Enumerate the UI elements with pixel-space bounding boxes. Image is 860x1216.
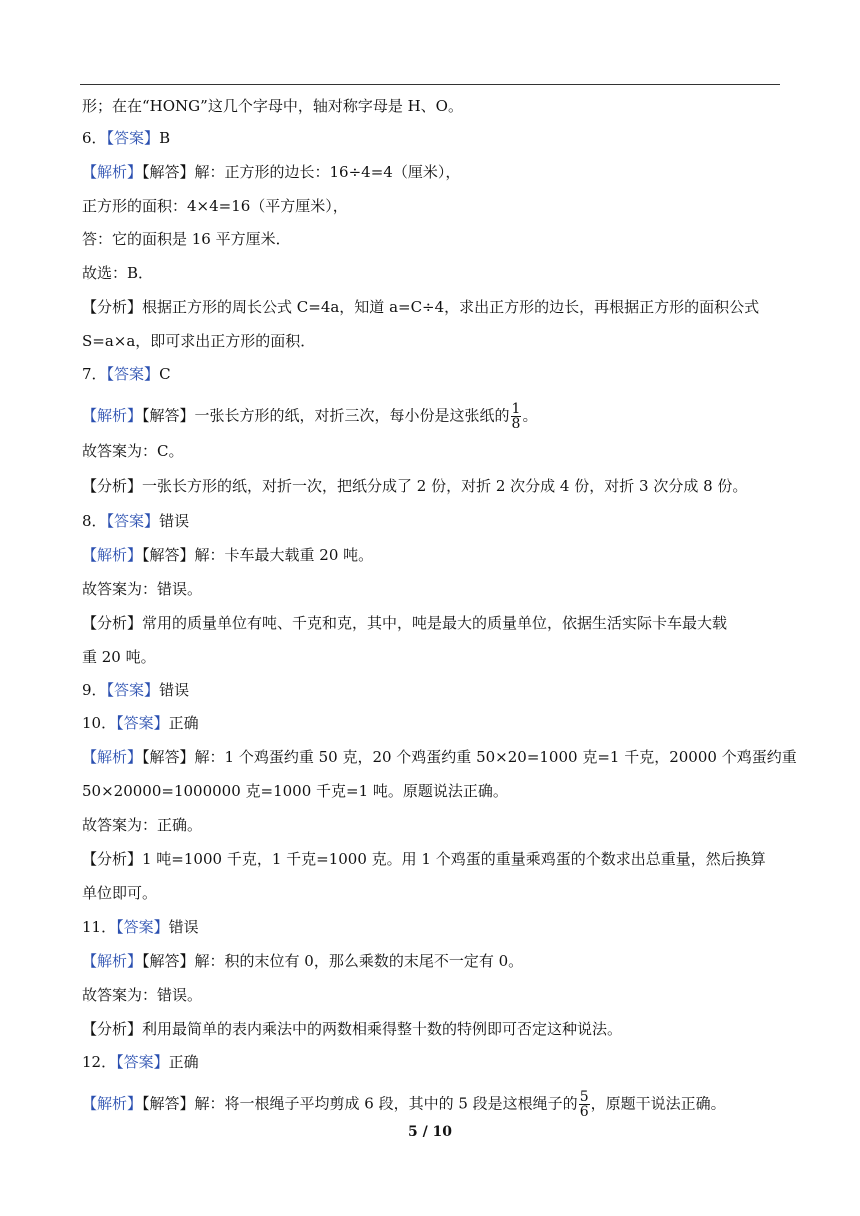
text-line (82, 613, 727, 633)
text-line (82, 883, 157, 903)
text-span: 错误 (168, 918, 199, 936)
text-line (82, 441, 183, 461)
text-span: 【解答】一张长方形的纸，对折三次，每小份是这张纸的 (142, 406, 510, 425)
text-span: 故选：B． (82, 264, 154, 282)
text-line (82, 545, 373, 565)
text-line (82, 128, 170, 148)
text-span: S=a×a，即可求出正方形的面积． (82, 332, 316, 350)
text-line (82, 364, 171, 384)
header-rule (80, 84, 780, 85)
text-line (82, 747, 797, 767)
answer-tag: 【答案】 (116, 918, 169, 936)
fraction-numerator: 1 (511, 401, 521, 417)
fraction-denominator: 8 (511, 416, 521, 432)
fraction (511, 402, 522, 431)
text-span: 9． (82, 681, 107, 699)
text-line (82, 951, 523, 971)
text-span: 50×20000=1000000 克=1000 千克=1 吨。原题说法正确。 (82, 782, 508, 800)
text-span: 7． (82, 365, 107, 383)
text-span: 答：它的面积是 16 平方厘米． (82, 230, 291, 248)
text-line (82, 162, 460, 182)
text-line (82, 402, 537, 431)
text-span: C (159, 365, 171, 383)
answer-tag: 【解析】 (82, 748, 143, 766)
text-span: B (159, 129, 171, 147)
text-span: 形；在在“HONG”这几个字母中，轴对称字母是 H、O。 (82, 97, 463, 115)
text-span: 重 20 吨。 (82, 648, 156, 666)
answer-tag: 【答案】 (116, 714, 169, 732)
text-span: 【解答】解：卡车最大载重 20 吨。 (142, 546, 374, 564)
answer-tag: 【答案】 (106, 681, 160, 699)
answer-tag: 【解析】 (82, 546, 143, 564)
text-span: 12． (82, 1053, 117, 1071)
text-span: 【解答】解：将一根绳子平均剪成 6 段，其中的 5 段是这根绳子的 (142, 1094, 578, 1113)
text-line (82, 713, 199, 733)
text-span: 故答案为：错误。 (82, 580, 203, 598)
answer-tag: 【答案】 (106, 129, 160, 147)
text-span: 10． (82, 714, 117, 732)
text-span: 正确 (168, 1053, 199, 1071)
text-span: ，原题干说法正确。 (590, 1094, 726, 1113)
text-span: 【分析】一张长方形的纸，对折一次，把纸分成了 2 份，对折 2 次分成 4 份，对折 3 次分成 8 份。 (82, 477, 748, 495)
answer-tag: 【答案】 (106, 512, 160, 530)
text-span: 故答案为：C。 (82, 442, 184, 460)
text-span: 【分析】常用的质量单位有吨、千克和克，其中，吨是最大的质量单位，依据生活实际卡车最大载 (82, 614, 728, 632)
text-line (82, 229, 291, 249)
text-line (82, 297, 759, 317)
text-line (82, 1019, 622, 1039)
text-line (82, 511, 189, 531)
text-span: 11． (82, 918, 117, 936)
text-span: 【分析】利用最简单的表内乘法中的两数相乘得整十数的特例即可否定这种说法。 (82, 1020, 623, 1038)
text-line (82, 917, 199, 937)
text-span: 8． (82, 512, 107, 530)
answer-tag: 【答案】 (116, 1053, 169, 1071)
text-span: 【解答】解：1 个鸡蛋约重 50 克，20 个鸡蛋约重 50×20=1000 克=1 千克，20000 个鸡蛋约重 (142, 748, 797, 766)
text-span: 正确 (168, 714, 199, 732)
text-span: 【分析】根据正方形的周长公式 C=4a，知道 a=C÷4，求出正方形的边长，再根据正方形的面积公式 (82, 298, 760, 316)
text-line (82, 849, 766, 869)
text-span: 【分析】1 吨=1000 千克，1 千克=1000 克。用 1 个鸡蛋的重量乘鸡蛋的个数求出总重量，然后换算 (82, 850, 766, 868)
text-line (82, 331, 315, 351)
text-span: 故答案为：错误。 (82, 986, 203, 1004)
text-span: 正方形的面积：4×4=16（平方厘米）， (82, 197, 348, 215)
text-line (82, 781, 508, 801)
answer-tag: 【解析】 (82, 1094, 143, 1113)
text-line (82, 1052, 199, 1072)
text-line (82, 985, 202, 1005)
text-span: 【解答】解：积的末位有 0，那么乘数的末尾不一定有 0。 (142, 952, 524, 970)
text-span: 。 (522, 406, 538, 425)
text-span: 错误 (159, 512, 190, 530)
text-line (82, 680, 189, 700)
answer-tag: 【答案】 (106, 365, 160, 383)
text-line (82, 815, 202, 835)
fraction (579, 1090, 590, 1119)
text-line (82, 1090, 726, 1119)
text-line (82, 647, 156, 667)
fraction-numerator: 5 (579, 1089, 589, 1105)
text-line (82, 579, 202, 599)
text-span: 6． (82, 129, 107, 147)
page-number: 5 / 10 (407, 1124, 453, 1140)
answer-tag: 【解析】 (82, 163, 143, 181)
text-span: 故答案为：正确。 (82, 816, 203, 834)
text-span: 单位即可。 (82, 884, 158, 902)
fraction-denominator: 6 (579, 1104, 589, 1120)
answer-tag: 【解析】 (82, 406, 143, 425)
text-line (82, 96, 463, 116)
text-line (82, 263, 153, 283)
text-span: 【解答】解：正方形的边长：16÷4=4（厘米）， (142, 163, 461, 181)
answer-tag: 【解析】 (82, 952, 143, 970)
text-line (82, 476, 747, 496)
text-span: 错误 (159, 681, 190, 699)
text-line (82, 196, 348, 216)
